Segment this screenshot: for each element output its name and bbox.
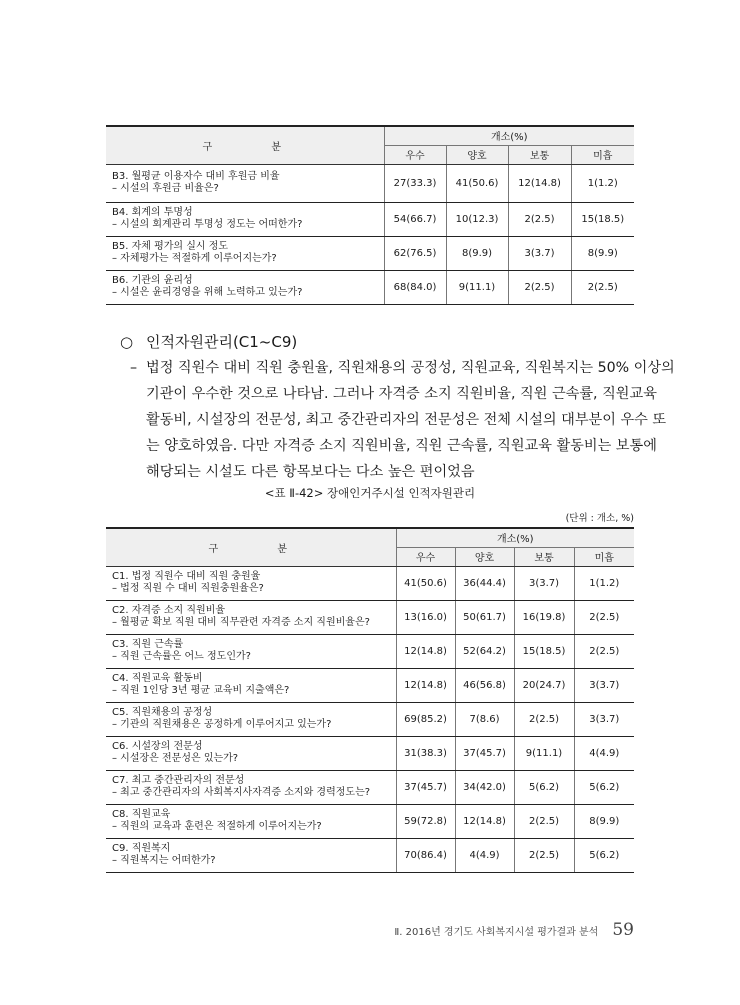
table-row [106,270,634,304]
row-label [106,236,384,270]
table-row [106,838,634,872]
item-title: C2. 자격증 소지 직원비율 [112,605,225,616]
table-row [106,566,634,600]
row-label [106,566,396,600]
table-row [106,600,634,634]
cell-excellent: 12(14.8) [396,668,455,702]
cell-poor: 15(18.5) [571,202,634,236]
table-row [106,164,634,202]
cell-good: 12(14.8) [455,804,514,838]
item-title: C1. 법정 직원수 대비 직원 충원율 [112,571,261,582]
row-label [106,600,396,634]
item-question: – 시설장은 전문성은 있는가? [112,753,239,764]
cell-good: 4(4.9) [455,838,514,872]
cell-poor: 1(1.2) [571,164,634,202]
row-label [106,668,396,702]
item-question: – 시설의 후원금 비율은? [112,183,219,194]
item-title: C7. 최고 중간관리자의 전문성 [112,775,245,786]
item-question: – 직원 근속률은 어느 정도인가? [112,651,251,662]
cell-average: 3(3.7) [508,236,571,270]
item-title: C4. 직원교육 활동비 [112,673,203,684]
page-number: 59 [612,920,634,940]
paragraph-line: 기관이 우수한 것으로 나타남. 그러나 자격증 소지 직원비율, 직원 근속률, 직원교육 [146,386,657,402]
cell-excellent: 62(76.5) [384,236,446,270]
row-label [106,804,396,838]
cell-average: 16(19.8) [514,600,574,634]
page-footer [394,920,634,940]
cell-good: 8(9.9) [446,236,508,270]
item-title: C8. 직원교육 [112,809,171,820]
col-header-average: 보통 [514,547,574,566]
row-label [106,736,396,770]
dash-bullet: – [130,360,138,376]
item-question: – 시설은 윤리경영을 위해 노력하고 있는가? [112,287,303,298]
cell-poor: 3(3.7) [574,668,634,702]
unit-note: (단위 : 개소, %) [565,513,634,524]
cell-excellent: 31(38.3) [396,736,455,770]
item-question: – 자체평가는 적절하게 이루어지는가? [112,253,277,264]
cell-average: 15(18.5) [514,634,574,668]
table-row [106,804,634,838]
row-label [106,270,384,304]
circle-bullet-icon: ○ [120,333,134,351]
cell-excellent: 37(45.7) [396,770,455,804]
cell-good: 41(50.6) [446,164,508,202]
cell-good: 10(12.3) [446,202,508,236]
cell-average: 20(24.7) [514,668,574,702]
cell-average: 2(2.5) [514,702,574,736]
table-row [106,634,634,668]
table-row [106,770,634,804]
cell-average: 9(11.1) [514,736,574,770]
row-label [106,634,396,668]
cell-average: 3(3.7) [514,566,574,600]
item-question: – 직원복지는 어떠한가? [112,855,216,866]
item-question: – 시설의 회계관리 투명성 정도는 어떠한가? [112,219,303,230]
cell-poor: 8(9.9) [571,236,634,270]
cell-poor: 2(2.5) [574,600,634,634]
cell-good: 46(56.8) [455,668,514,702]
paragraph-line: 는 양호하였음. 다만 자격증 소지 직원비율, 직원 근속률, 직원교육 활동비는 보통에 [146,438,657,454]
col-header-excellent: 우수 [396,547,455,566]
section-title: 인적자원관리(C1~C9) [146,333,298,351]
cell-good: 36(44.4) [455,566,514,600]
cell-excellent: 59(72.8) [396,804,455,838]
cell-good: 9(11.1) [446,270,508,304]
table-b-items [106,125,634,305]
row-label [106,702,396,736]
footer-chapter-title: Ⅱ. 2016년 경기도 사회복지시설 평가결과 분석 [394,927,599,938]
cell-average: 2(2.5) [514,838,574,872]
cell-excellent: 27(33.3) [384,164,446,202]
row-label [106,202,384,236]
cell-excellent: 13(16.0) [396,600,455,634]
paragraph-line: 해당되는 시설도 다른 항목보다는 다소 높은 편이었음 [146,464,475,480]
cell-excellent: 41(50.6) [396,566,455,600]
row-label [106,838,396,872]
cell-poor: 2(2.5) [571,270,634,304]
cell-excellent: 69(85.2) [396,702,455,736]
table-header-group: 개소(%) [396,528,634,547]
table-row [106,202,634,236]
item-title: B4. 회계의 투명성 [112,207,193,218]
row-label [106,770,396,804]
cell-average: 2(2.5) [508,202,571,236]
col-header-excellent: 우수 [384,145,446,164]
col-header-poor: 미흡 [571,145,634,164]
item-title: C9. 직원복지 [112,843,171,854]
table-row [106,668,634,702]
cell-good: 34(42.0) [455,770,514,804]
section-heading [120,331,297,352]
item-question: – 법정 직원 수 대비 직원충원율은? [112,583,264,594]
row-label [106,164,384,202]
table-row [106,236,634,270]
table-c-items [106,527,634,873]
table-caption: <표 Ⅱ-42> 장애인거주시설 인적자원관리 [264,486,476,500]
body-paragraph [130,355,675,485]
cell-good: 52(64.2) [455,634,514,668]
cell-poor: 3(3.7) [574,702,634,736]
item-question: – 직원 1인당 3년 평균 교육비 지출액은? [112,685,290,696]
item-question: – 직원의 교육과 훈련은 적절하게 이루어지는가? [112,821,322,832]
cell-average: 2(2.5) [514,804,574,838]
cell-average: 2(2.5) [508,270,571,304]
table-row [106,736,634,770]
table-header-group: 개소(%) [384,126,634,145]
item-question: – 기관의 직원채용은 공정하게 이루어지고 있는가? [112,719,332,730]
cell-good: 37(45.7) [455,736,514,770]
cell-excellent: 12(14.8) [396,634,455,668]
item-title: C3. 직원 근속률 [112,639,184,650]
col-header-poor: 미흡 [574,547,634,566]
cell-excellent: 54(66.7) [384,202,446,236]
cell-average: 5(6.2) [514,770,574,804]
table-row [106,702,634,736]
col-header-good: 양호 [446,145,508,164]
table-header-gubun: 구 분 [106,126,384,164]
item-title: B3. 월평균 이용자수 대비 후원금 비율 [112,171,280,182]
cell-poor: 2(2.5) [574,634,634,668]
item-title: C6. 시설장의 전문성 [112,741,203,752]
paragraph-line: 활동비, 시설장의 전문성, 최고 중간관리자의 전문성은 전체 시설의 대부분이 우수 또 [146,412,667,428]
item-question: – 최고 중간관리자의 사회복지사자격증 소지와 경력정도는? [112,787,371,798]
cell-poor: 5(6.2) [574,838,634,872]
table-header-gubun: 구 분 [106,528,396,566]
item-title: B6. 기관의 윤리성 [112,275,193,286]
col-header-good: 양호 [455,547,514,566]
cell-excellent: 68(84.0) [384,270,446,304]
cell-excellent: 70(86.4) [396,838,455,872]
paragraph-line: 법정 직원수 대비 직원 충원율, 직원채용의 공정성, 직원교육, 직원복지는 50% 이상의 [146,360,675,376]
cell-good: 50(61.7) [455,600,514,634]
item-title: C5. 직원채용의 공정성 [112,707,213,718]
cell-average: 12(14.8) [508,164,571,202]
item-question: – 월평균 확보 직원 대비 직무관련 자격증 소지 직원비율은? [112,617,370,628]
item-title: B5. 자체 평가의 실시 정도 [112,241,229,252]
cell-good: 7(8.6) [455,702,514,736]
cell-poor: 1(1.2) [574,566,634,600]
col-header-average: 보통 [508,145,571,164]
cell-poor: 4(4.9) [574,736,634,770]
cell-poor: 5(6.2) [574,770,634,804]
cell-poor: 8(9.9) [574,804,634,838]
